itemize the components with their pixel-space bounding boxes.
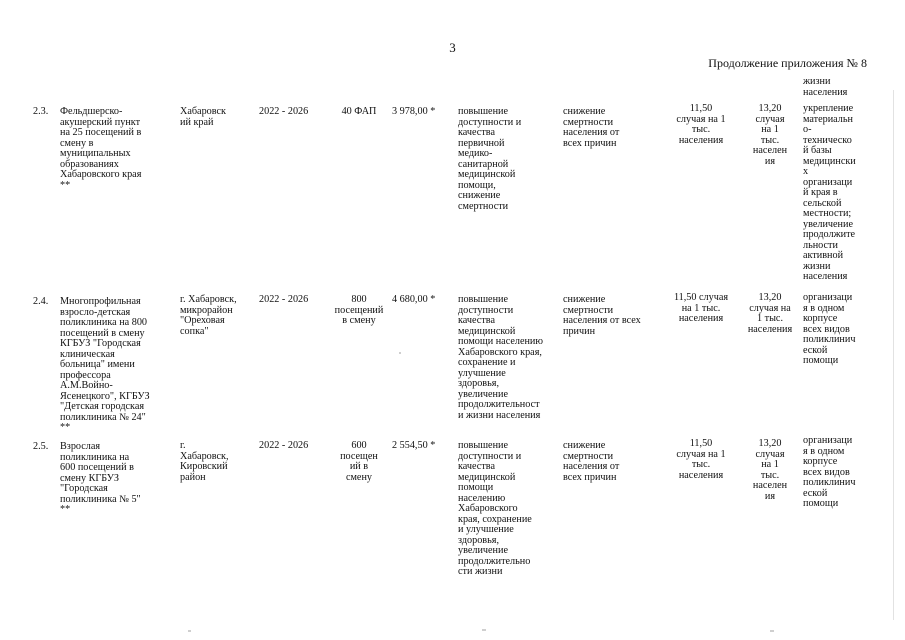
appendix-title: Продолжение приложения № 8	[708, 56, 867, 70]
object-name: Взрослая поликлиника на 600 посещений в смену КГБУЗ "Городская поликлиника № 5" **	[60, 441, 141, 515]
goal: повышение доступности и качества медицинской помощи населению Хабаровского края, сохранение и улучшение здоровья, увеличение продолжительно сти жизни	[458, 440, 532, 577]
target-value: 13,20 случая на 1 тыс. населен ия	[752, 438, 788, 502]
carryover-text: жизни населения	[803, 76, 848, 98]
expected-result: организаци я в одном корпусе всех видов поликлинич еской помощи	[803, 435, 856, 509]
base-value: 11,50 случая на 1 тыс. населения	[676, 103, 726, 146]
base-value: 11,50 случая на 1 тыс. населения	[676, 438, 726, 481]
target-value: 13,20 случая на 1 тыс. населен ия	[752, 103, 788, 167]
indicator: снижение смертности населения от всех причин	[563, 106, 620, 149]
years: 2022 - 2026	[259, 440, 309, 451]
scan-speck	[188, 630, 191, 632]
expected-result: организаци я в одном корпусе всех видов поликлинич еской помощи	[803, 292, 856, 366]
object-name: Фельдшерско- акушерский пункт на 25 посещений в смену в муниципальных образованиях Хабаровского края **	[60, 106, 142, 191]
indicator: снижение смертности населения от всех причин	[563, 294, 641, 337]
cost: 3 978,00 *	[392, 106, 436, 117]
scan-edge-line	[893, 90, 894, 620]
row-number: 2.4.	[33, 296, 49, 307]
cost: 2 554,50 *	[392, 440, 436, 451]
row-number: 2.3.	[33, 106, 49, 117]
page-number: 3	[449, 40, 456, 55]
cost: 4 680,00 *	[392, 294, 436, 305]
row-number: 2.5.	[33, 441, 49, 452]
capacity: 40 ФАП	[341, 106, 377, 117]
capacity: 800 посещений в смену	[334, 294, 384, 326]
indicator: снижение смертности населения от всех причин	[563, 440, 620, 483]
location: г. Хабаровск, Кировский район	[180, 440, 229, 483]
goal: повышение доступности и качества первичной медико- санитарной медицинской помощи, снижение смертности	[458, 106, 522, 212]
location: Хабаровск ий край	[180, 106, 226, 128]
scan-speck	[482, 629, 486, 631]
scan-speck	[770, 630, 774, 632]
scan-speck	[399, 352, 401, 354]
capacity: 600 посещен ий в смену	[340, 440, 378, 483]
years: 2022 - 2026	[259, 106, 309, 117]
target-value: 13,20 случая на 1 тыс. населения	[747, 292, 793, 335]
years: 2022 - 2026	[259, 294, 309, 305]
base-value: 11,50 случая на 1 тыс. населения	[673, 292, 729, 324]
object-name: Многопрофильная взросло-детская поликлиника на 800 посещений в смену КГБУЗ "Городская клиническая больница" имени профессора А.М.Войно- Ясенецкого", КГБУЗ "Детская городская поликлиника № 24" **	[60, 296, 150, 433]
goal: повышение доступности качества медицинской помощи населению Хабаровского края, сохранение и улучшение здоровья, увеличение продолжительност и жизни населения	[458, 294, 543, 421]
location: г. Хабаровск, микрорайон "Ореховая сопка"	[180, 294, 237, 337]
expected-result: укрепление материальн о- техническо й базы медицински х организаци й края в сельской местности; увеличение продолжите льности активной жизни населения	[803, 103, 856, 282]
